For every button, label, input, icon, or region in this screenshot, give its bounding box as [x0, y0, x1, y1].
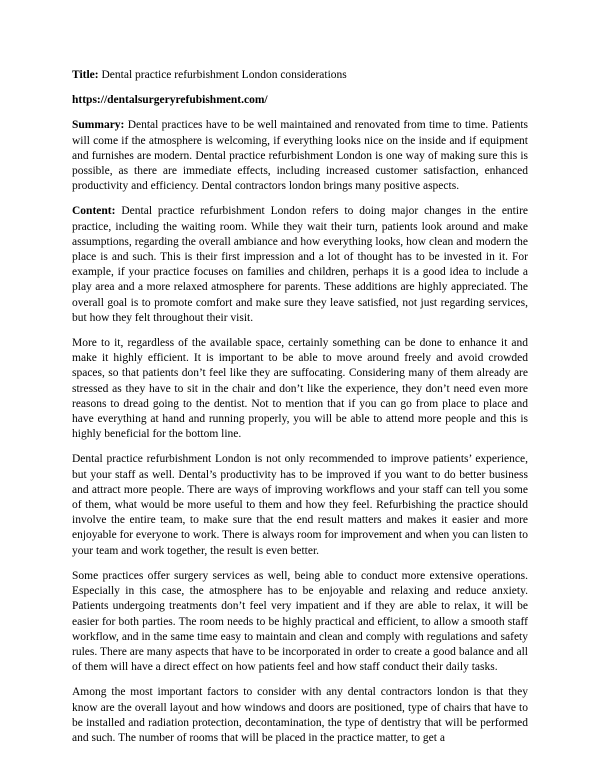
- title-label: Title:: [72, 69, 99, 81]
- url-line: [72, 93, 528, 108]
- body-paragraph: Some practices offer surgery services as well, being able to conduct more extensive operations. Especially in this case, the atmosphere has to be enjoyable and relaxing and reduce anxiety. Patients undergoing treatments don’t feel very impatient and if they are able to relax, it will be easier for both parties. The room needs to be highly practical and efficient, to allow a smooth staff workflow, and in the same time easy to maintain and clean and comply with regulations and safety rules. There are many aspects that have to be incorporated in order to create a good balance and all of them will have a direct effect on how patients feel and how staff conduct their daily tasks.: [72, 569, 528, 674]
- body-paragraph: More to it, regardless of the available space, certainly something can be done to enhance it and make it highly efficient. It is important to be able to move around freely and avoid crowded spaces, so that patients don’t feel like they are suffocating. Considering many of them already are stressed as they have to sit in the chair and don’t like the experience, they don’t need even more reasons to dread going to the dentist. Not to mention that if you can go from place to place and have everything at hand and running properly, you will be able to attend more people and this is highly beneficial for the bottom line.: [72, 337, 528, 441]
- document-title: Dental practice refurbishment London considerations: [101, 69, 347, 81]
- content-text: Dental practice refurbishment London refers to doing major changes in the entire practice, including the waiting room. While they wait their turn, patients look around and make assumptions, regarding the overall ambiance and how everything looks, how clean and modern the place is and such. This is their first impression and a lot of thought has to be invested in it. For example, if your practice focuses on families and children, perhaps it is a good idea to include a play area and a more relaxed atmosphere for parents. These additions are highly appreciated. The overall goal is to promote comfort and make sure they leave satisfied, not just regarding services, but how they felt throughout their visit.: [72, 205, 528, 324]
- source-url: https://dentalsurgeryrefubishment.com/: [72, 94, 268, 107]
- summary-label: Summary:: [72, 119, 125, 132]
- summary-text: Dental practices have to be well maintained and renovated from time to time. Patients will come if the atmosphere is welcoming, if everything looks nice on the inside and if equipment and furnishes are modern. Dental practice refurbishment London is one way of making sure this is possible, as there are immediate effects, including increased customer satisfaction, enhanced productivity and efficiency. Dental contractors london brings many positive aspects.: [72, 119, 529, 193]
- body-paragraph: Dental practice refurbishment London is not only recommended to improve patients’ experience, but your staff as well. Dental’s productivity has to be improved if you want to do better business and attract more people. There are ways of improving workflows and your staff can tell you some of them, what would be more useful to them and how they feel. Refurbishing the practice should involve the entire team, to make sure that the end result matters and makes it easier and more enjoyable for everyone to work. There is always room for improvement and when you can listen to your team and work together, the result is even better.: [72, 453, 528, 557]
- content-label: Content:: [72, 205, 116, 218]
- summary-paragraph: [72, 118, 528, 194]
- content-paragraph: [72, 204, 528, 326]
- title-line: [72, 68, 528, 83]
- body-paragraph: Among the most important factors to consider with any dental contractors london is that they know are the overall layout and how windows and doors are positioned, type of chairs that have to be installed and radiation protection, decontamination, the type of dentistry that will be performed and such. The number of rooms that will be placed in the practice matter, to get a: [72, 686, 528, 744]
